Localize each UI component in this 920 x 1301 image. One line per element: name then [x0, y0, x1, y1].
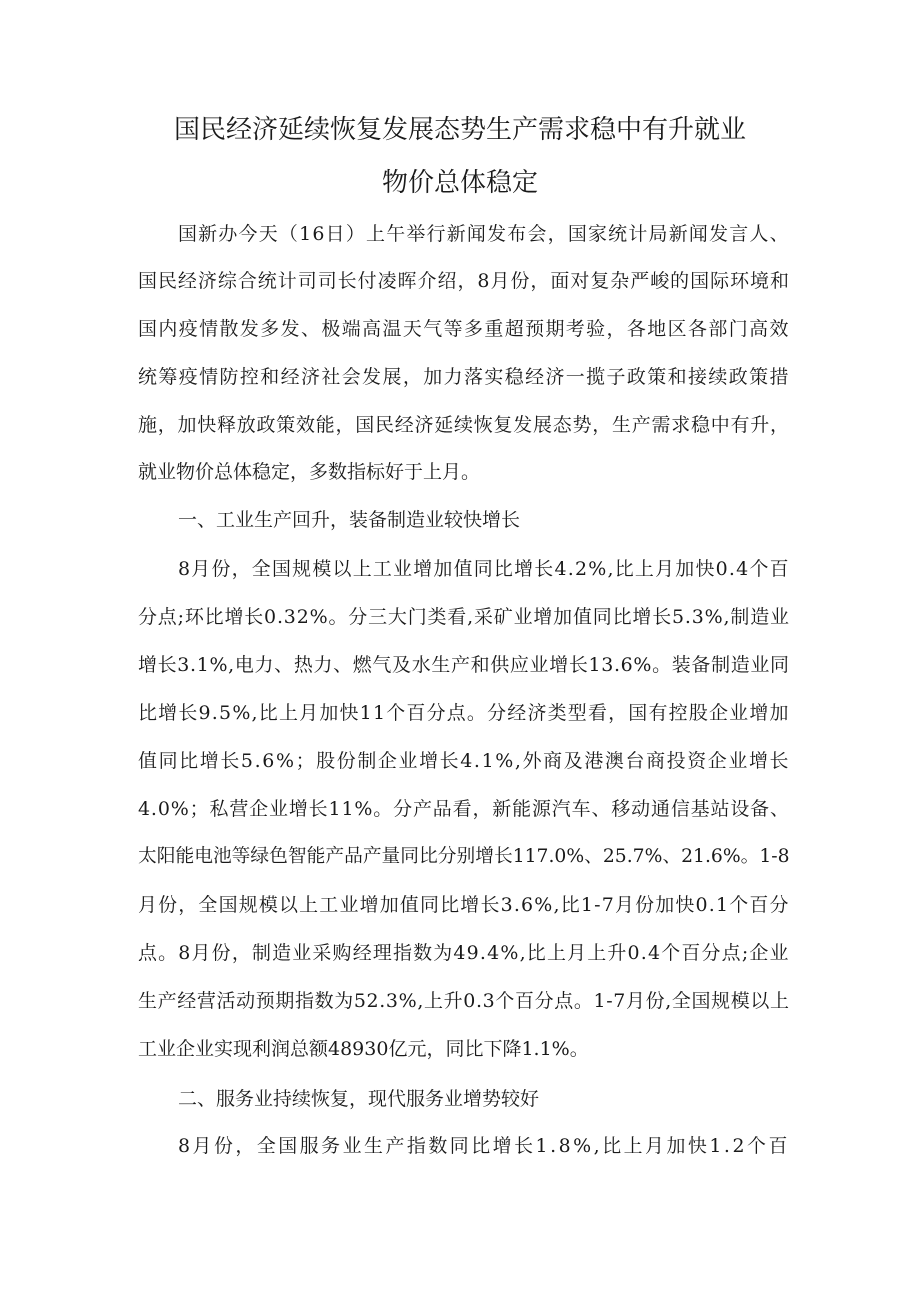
paragraph-1-line: 国民经济综合统计司司长付凌晖介绍，8月份，面对复杂严峻的国际环境和	[138, 270, 790, 292]
paragraph-2-line: 月份，全国规模以上工业增加值同比增长3.6%,比1-7月份加快0.1个百分	[138, 894, 790, 916]
paragraph-2-line: 8月份，全国规模以上工业增加值同比增长4.2%,比上月加快0.4个百	[178, 558, 790, 580]
paragraph-1-line: 就业物价总体稳定，多数指标好于上月。	[138, 461, 481, 483]
title-line-2: 物价总体稳定	[381, 168, 538, 198]
paragraph-1-line: 施，加快释放政策效能，国民经济延续恢复发展态势，生产需求稳中有升，	[138, 414, 790, 436]
section-heading-2: 二、服务业持续恢复，现代服务业增势较好	[178, 1088, 540, 1110]
section-heading-1: 一、工业生产回升，装备制造业较快增长	[178, 509, 521, 531]
title-line-1: 国民经济延续恢复发展态势生产需求稳中有升就业	[173, 115, 746, 145]
paragraph-2-line: 太阳能电池等绿色智能产品产量同比分别增长117.0%、25.7%、21.6%。1-8	[138, 846, 790, 867]
paragraph-3-line: 8月份，全国服务业生产指数同比增长1.8%,比上月加快1.2个百	[178, 1135, 790, 1157]
paragraph-1-line: 国新办今天（16日）上午举行新闻发布会，国家统计局新闻发言人、	[178, 223, 790, 245]
paragraph-2-line: 增长3.1%,电力、热力、燃气及水生产和供应业增长13.6%。装备制造业同	[138, 654, 790, 676]
paragraph-2-line: 工业企业实现利润总额48930亿元，同比下降1.1%。	[138, 1038, 589, 1060]
paragraph-1-line: 统筹疫情防控和经济社会发展，加力落实稳经济一揽子政策和接续政策措	[138, 366, 790, 388]
paragraph-2-line: 点。8月份，制造业采购经理指数为49.4%,比上月上升0.4个百分点;企业	[138, 942, 790, 964]
paragraph-2-line: 4.0%；私营企业增长11%。分产品看，新能源汽车、移动通信基站设备、	[138, 798, 790, 820]
paragraph-1-line: 国内疫情散发多发、极端高温天气等多重超预期考验，各地区各部门高效	[138, 318, 790, 340]
paragraph-2-line: 分点;环比增长0.32%。分三大门类看,采矿业增加值同比增长5.3%,制造业	[138, 606, 790, 628]
paragraph-2-line: 生产经营活动预期指数为52.3%,上升0.3个百分点。1-7月份,全国规模以上	[138, 990, 790, 1012]
paragraph-2-line: 值同比增长5.6%；股份制企业增长4.1%,外商及港澳台商投资企业增长	[138, 750, 791, 772]
paragraph-2-line: 比增长9.5%,比上月加快11个百分点。分经济类型看，国有控股企业增加	[138, 702, 790, 724]
